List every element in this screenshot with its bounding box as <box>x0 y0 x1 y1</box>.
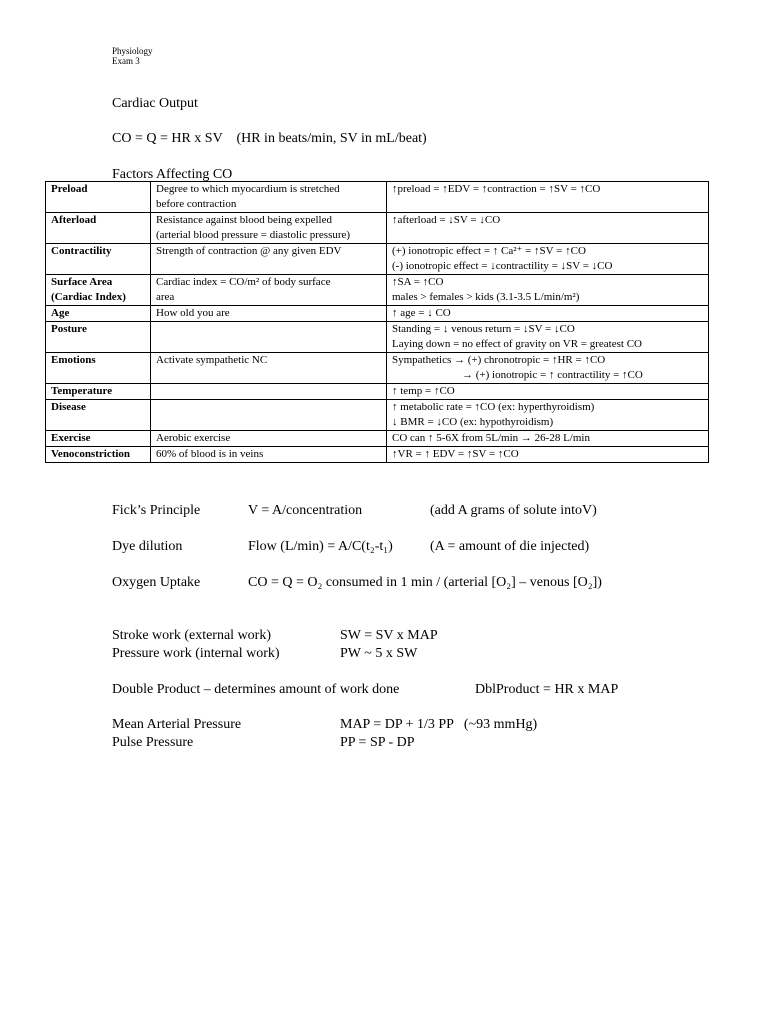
factor-name: Posture <box>46 322 151 353</box>
method-name: Dye dilution <box>112 539 183 554</box>
factor-name: Age <box>46 306 151 322</box>
section-title: Cardiac Output <box>112 96 198 111</box>
method-formula: V = A/concentration <box>248 503 363 518</box>
method-note: (A = amount of die injected) <box>430 539 590 554</box>
factor-effect: CO can ↑ 5-6X from 5L/min → 26-28 L/min <box>387 431 709 447</box>
factor-name: Surface Area (Cardiac Index) <box>46 275 151 306</box>
factor-description <box>151 384 387 400</box>
work-formula: PW ~ 5 x SW <box>340 646 418 661</box>
method-note: (add A grams of solute intoV) <box>430 503 597 518</box>
pressure-formula: PP = SP - DP <box>340 735 415 750</box>
double-product-name: Double Product – determines amount of work done <box>112 682 400 697</box>
exam-name: Exam 3 <box>112 56 140 66</box>
course-name: Physiology <box>112 46 153 56</box>
table-row <box>46 306 709 322</box>
factor-name: Contractility <box>46 244 151 275</box>
factor-name: Disease <box>46 400 151 431</box>
work-name: Pressure work (internal work) <box>112 646 280 661</box>
factor-effect: Sympathetics → (+) chronotropic = ↑HR = ↑CO → (+) ionotropic = ↑ contractility = ↑CO <box>387 353 709 384</box>
factor-effect: ↑SA = ↑CO males > females > kids (3.1-3.5 L/min/m²) <box>387 275 709 306</box>
work-name: Stroke work (external work) <box>112 628 272 643</box>
factors-table <box>45 181 709 463</box>
table-row <box>46 322 709 353</box>
factor-description: Activate sympathetic NC <box>151 353 387 384</box>
factor-description: Degree to which myocardium is stretched before contraction <box>151 182 387 213</box>
factor-effect: ↑preload = ↑EDV = ↑contraction = ↑SV = ↑CO <box>387 182 709 213</box>
factor-description: 60% of blood is in veins <box>151 447 387 463</box>
factor-name: Afterload <box>46 213 151 244</box>
method-formula: Flow (L/min) = A/C(t₂-t₁) <box>248 539 393 554</box>
factor-description: Aerobic exercise <box>151 431 387 447</box>
factor-effect: ↑afterload = ↓SV = ↓CO <box>387 213 709 244</box>
factor-name: Preload <box>46 182 151 213</box>
factor-name: Venoconstriction <box>46 447 151 463</box>
factor-effect: ↑ metabolic rate = ↑CO (ex: hyperthyroidism) ↓ BMR = ↓CO (ex: hypothyroidism) <box>387 400 709 431</box>
pressure-formula: MAP = DP + 1/3 PP (~93 mmHg) <box>340 717 538 732</box>
factors-title: Factors Affecting CO <box>112 167 233 182</box>
factor-description <box>151 322 387 353</box>
factor-description <box>151 400 387 431</box>
method-formula: CO = Q = O₂ consumed in 1 min / (arterial [O₂] – venous [O₂]) <box>248 575 602 590</box>
factor-description: Cardiac index = CO/m² of body surface area <box>151 275 387 306</box>
table-row <box>46 353 709 384</box>
table-row <box>46 384 709 400</box>
table-row <box>46 275 709 306</box>
pressure-name: Mean Arterial Pressure <box>112 717 242 732</box>
factor-name: Exercise <box>46 431 151 447</box>
factor-description: Resistance against blood being expelled (arterial blood pressure = diastolic pressure) <box>151 213 387 244</box>
co-formula: CO = Q = HR x SV (HR in beats/min, SV in mL/beat) <box>112 131 427 146</box>
table-row <box>46 213 709 244</box>
table-row <box>46 431 709 447</box>
table-row <box>46 182 709 213</box>
factor-effect: ↑ age = ↓ CO <box>387 306 709 322</box>
factor-name: Temperature <box>46 384 151 400</box>
table-row <box>46 244 709 275</box>
table-row <box>46 400 709 431</box>
factor-effect: Standing = ↓ venous return = ↓SV = ↓CO Laying down = no effect of gravity on VR = greatest CO <box>387 322 709 353</box>
factor-effect: ↑ temp = ↑CO <box>387 384 709 400</box>
factor-effect: (+) ionotropic effect = ↑ Ca²⁺ = ↑SV = ↑CO (-) ionotropic effect = ↓contractility = ↓SV = ↓CO <box>387 244 709 275</box>
factor-description: How old you are <box>151 306 387 322</box>
factor-description: Strength of contraction @ any given EDV <box>151 244 387 275</box>
table-row <box>46 447 709 463</box>
factor-name: Emotions <box>46 353 151 384</box>
double-product-formula: DblProduct = HR x MAP <box>475 682 619 697</box>
work-formula: SW = SV x MAP <box>340 628 438 643</box>
factor-effect: ↑VR = ↑ EDV = ↑SV = ↑CO <box>387 447 709 463</box>
method-name: Oxygen Uptake <box>112 575 201 590</box>
pressure-name: Pulse Pressure <box>112 735 194 750</box>
method-name: Fick’s Principle <box>112 503 201 518</box>
